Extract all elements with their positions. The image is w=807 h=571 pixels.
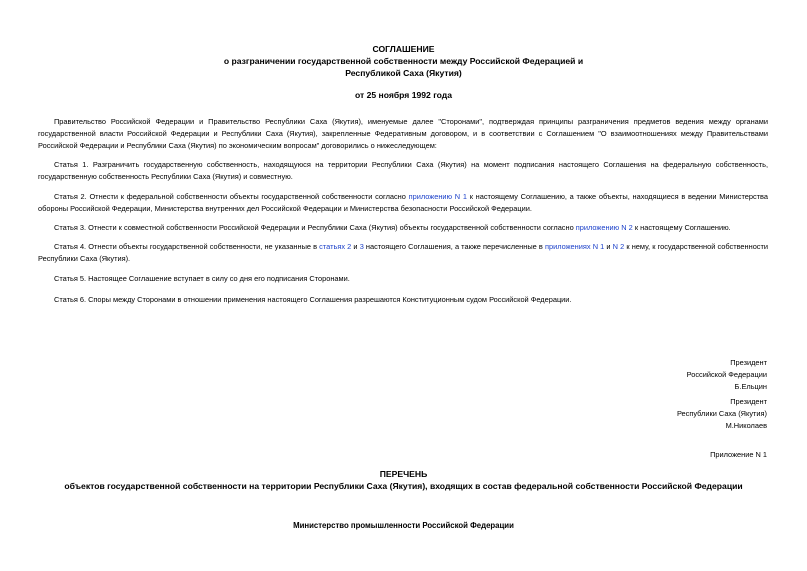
appendix-label: Приложение N 1 — [710, 450, 767, 459]
appendix-subtitle: объектов государственной собственности на территории Республики Саха (Якутия), входящих в состав федеральной собственности Российской Федерации — [64, 481, 743, 491]
appendix-2-link-2[interactable]: N 2 — [612, 242, 625, 251]
appendix-2-link[interactable]: приложению N 2 — [575, 223, 633, 232]
signature-block-yakutia — [677, 396, 767, 432]
article-4-paragraph — [38, 241, 768, 265]
preamble-paragraph: Правительство Российской Федерации и Правительство Республики Саха (Якутия), именуемые далее "Сторонами", подтверждая принципы разграничения предметов ведения между органами государственной власти Российской Федерации и Республики Саха (Якутия), закрепленные Федеративным договором, и в соответствии с Соглашением "О взаимоотношениях между Правительствами Российской Федерации и Республики Саха (Якутия) по экономическим вопросам" договорились о нижеследующем: — [38, 117, 768, 150]
appendix-section-heading: Министерство промышленности Российской Федерации — [293, 521, 514, 530]
article-4-text-part1: Статья 4. Отнести объекты государственной собственности, не указанные в — [54, 242, 320, 251]
article-3-paragraph — [38, 222, 768, 234]
article-4-text-part4: и — [604, 242, 613, 251]
article-3-link[interactable]: 3 — [359, 242, 364, 251]
signature-name: М.Николаев — [725, 421, 767, 430]
appendix-1-link[interactable]: приложению N 1 — [408, 192, 467, 201]
appendix-title: ПЕРЕЧЕНЬ — [379, 469, 428, 479]
signature-organization: Республики Саха (Якутия) — [676, 409, 767, 418]
document-subtitle-line1: о разграничении государственной собственности между Российской Федерацией и — [223, 56, 584, 66]
signature-block-russia — [687, 357, 767, 393]
article-2-link[interactable]: статьях 2 — [319, 242, 352, 251]
article-5-paragraph: Статья 5. Настоящее Соглашение вступает в силу со дня его подписания Сторонами. — [54, 274, 350, 283]
article-4-text-part3: настоящего Соглашения, а также перечисленные в — [363, 242, 545, 251]
signature-position: Президент — [730, 397, 767, 406]
document-title: СОГЛАШЕНИЕ — [372, 44, 435, 54]
article-2-text-after: к настоящему Соглашению, а также объекты, находящиеся в ведении Министерства обороны Российской Федерации, Министерства внутренних дел Российской Федерации и Министерства безопасности Российской Федерации. — [38, 192, 768, 213]
appendix-1-link-2[interactable]: приложениях N 1 — [544, 242, 605, 251]
article-3-text-before: Статья 3. Отнести к совместной собственности Российской Федерации и Республики Саха (Якутия) объекты государственной собственности согласно — [54, 223, 576, 232]
article-2-text-before: Статья 2. Отнести к федеральной собственности объекты государственной собственности согласно — [54, 192, 409, 201]
signature-name: Б.Ельцин — [734, 382, 767, 391]
article-2-paragraph — [38, 191, 768, 215]
article-6-paragraph: Статья 6. Споры между Сторонами в отношении применения настоящего Соглашения разрешаются Конституционным судом Российской Федерации. — [54, 295, 572, 304]
article-3-text-after: к настоящему Соглашению. — [632, 223, 731, 232]
document-subtitle-line2: Республикой Саха (Якутия) — [345, 68, 462, 78]
signature-organization: Российской Федерации — [686, 370, 767, 379]
signature-position: Президент — [730, 358, 767, 367]
article-4-text-part2: и — [351, 242, 360, 251]
article-1-paragraph: Статья 1. Разграничить государственную собственность, находящуюся на территории Республики Саха (Якутия) на момент подписания настоящего Соглашения на федеральную собственность, государственную собственность Республики Саха (Якутия) и совместную. — [38, 160, 768, 181]
article-4-text-part5: к нему, к государственной собственности Республики Саха (Якутия). — [38, 242, 769, 263]
document-date: от 25 ноября 1992 года — [354, 90, 453, 100]
